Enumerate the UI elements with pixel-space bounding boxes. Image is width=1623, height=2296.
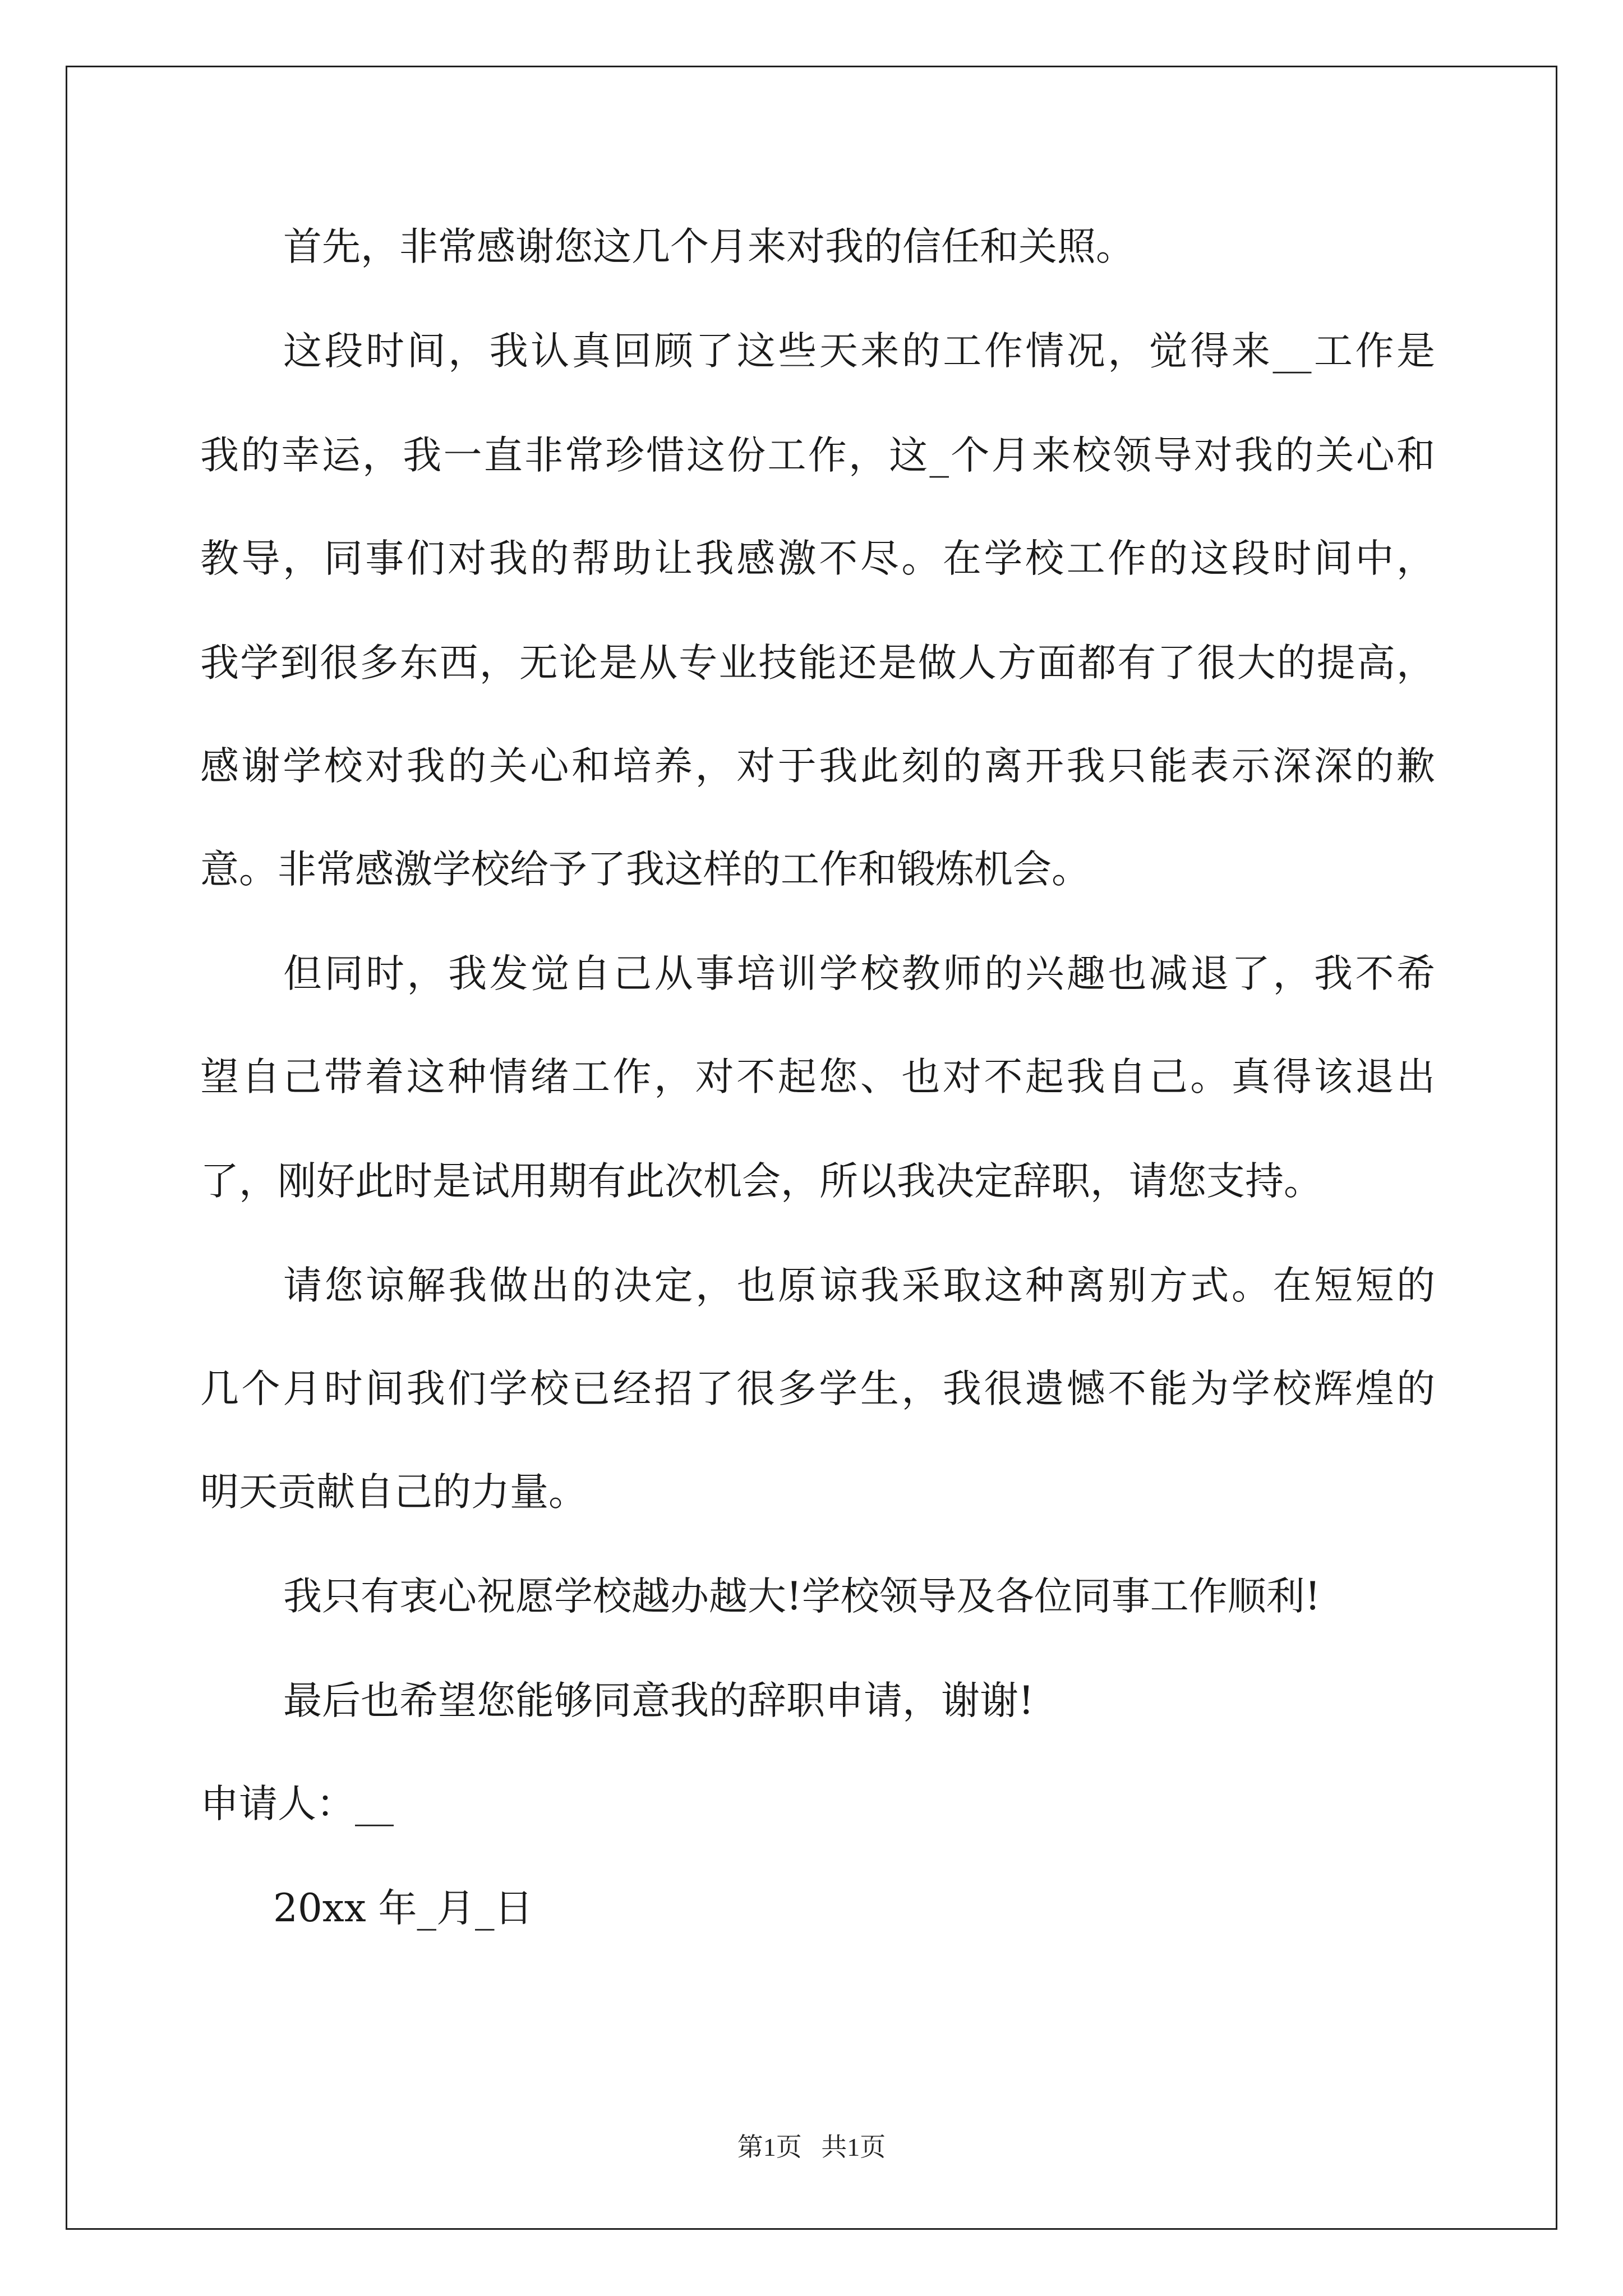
paragraph-line: 我的幸运，我一直非常珍惜这份工作，这_个月来校领导对我的关心和: [200, 433, 1435, 478]
paragraph-line: 望自己带着这种情绪工作，对不起您、也对不起我自己。真得该退出: [200, 1055, 1435, 1099]
paragraph-line: 了，刚好此时是试用期有此次机会，所以我决定辞职，请您支持。: [200, 1159, 1322, 1204]
paragraph-line: 我只有衷心祝愿学校越办越大!学校领导及各位同事工作顺利!: [283, 1574, 1321, 1619]
paragraph-line: 感谢学校对我的关心和培养，对于我此刻的离开我只能表示深深的歉: [200, 744, 1435, 789]
page-footer: [0, 2131, 1623, 2164]
applicant-line: 申请人：__: [200, 1782, 394, 1826]
paragraph-line: 我学到很多东西，无论是从专业技能还是做人方面都有了很大的提高，: [200, 641, 1435, 685]
paragraph-line: 最后也希望您能够同意我的辞职申请，谢谢!: [283, 1678, 1034, 1723]
page-number: 第1页 共1页: [737, 2133, 886, 2161]
paragraph-line: 请您谅解我做出的决定，也原谅我采取这种离别方式。在短短的: [283, 1263, 1435, 1308]
date-line: 20xx 年_月_日: [273, 1886, 533, 1931]
paragraph-line: 几个月时间我们学校已经招了很多学生，我很遗憾不能为学校辉煌的: [200, 1366, 1435, 1411]
paragraph-line: 但同时，我发觉自己从事培训学校教师的兴趣也减退了，我不希: [283, 951, 1435, 996]
paragraph-line: 首先，非常感谢您这几个月来对我的信任和关照。: [283, 224, 1135, 269]
paragraph-line: 教导，同事们对我的帮助让我感激不尽。在学校工作的这段时间中，: [200, 536, 1435, 581]
paragraph-line: 明天贡献自己的力量。: [200, 1470, 587, 1515]
paragraph-line: 这段时间，我认真回顾了这些天来的工作情况，觉得来__工作是: [283, 329, 1435, 374]
paragraph-line: 意。非常感激学校给予了我这样的工作和锻炼机会。: [200, 847, 1090, 892]
